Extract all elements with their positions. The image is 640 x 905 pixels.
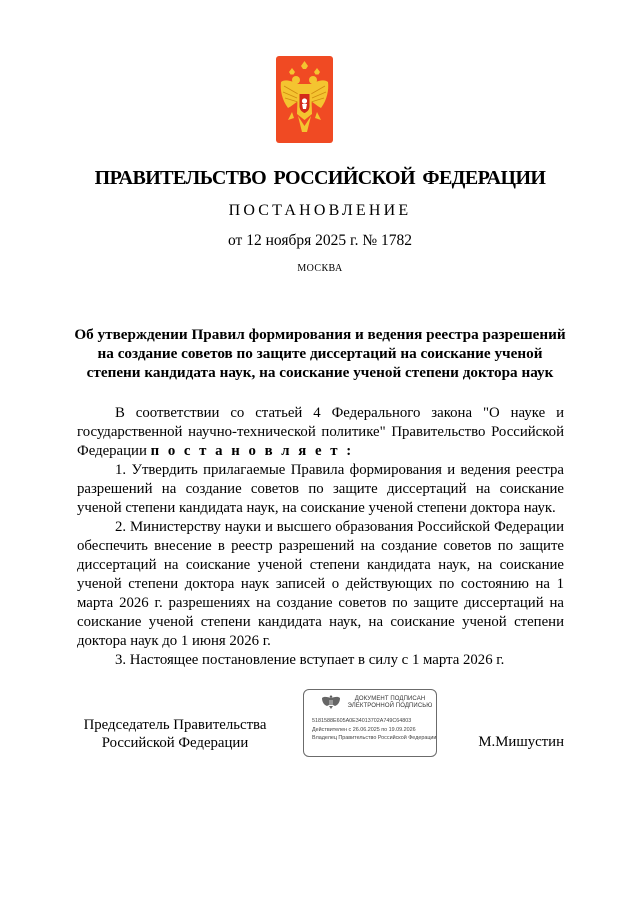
item-2-paragraph: 2. Министерству науки и высшего образования Российской Федерации обеспечить внесение в реестр разрешений на создание советов по защите диссертаций на соискание ученой степени кандидата наук, на соискание ученой степени доктора наук записей о действующих по состоянию на 1 марта 2026 г. разрешениях на создание советов по защите диссертаций на соискание ученой степени кандидата наук, на соискание ученой степени доктора наук до 1 июня 2026 г. [77, 519, 564, 649]
stamp-serial: 5181588E605A0E34013702A749C64803 [312, 718, 412, 724]
item-1-paragraph: 1. Утвердить прилагаемые Правила формирования и ведения реестра разрешений на создание советов по защите диссертаций на соискание ученой степени кандидата наук, на соискание ученой степени доктора наук. [77, 462, 564, 516]
stamp-emblem [320, 694, 342, 710]
stamp-owner: Владелец Правительство Российской Федерации [312, 735, 437, 741]
stamp-validity: Действителен с 26.06.2025 по 19.09.2026 [312, 727, 416, 733]
document-date-number: от 12 ноября 2025 г. № 1782 [228, 232, 412, 249]
city: МОСКВА [297, 263, 343, 274]
coat-of-arms-emblem [276, 56, 333, 143]
document-body [77, 404, 564, 670]
coat-of-arms-icon [320, 694, 342, 710]
signatory-position-line-2: Российской Федерации [101, 735, 249, 751]
decrees-word: п о с т а н о в л я е т : [150, 443, 354, 459]
stamp-title: ДОКУМЕНТ ПОДПИСАН ЭЛЕКТРОННОЙ ПОДПИСЬЮ [347, 696, 433, 709]
signatory-name: М.Мишустин [478, 734, 564, 750]
preamble-text: В соответствии со статьей 4 Федерального закона "О науке и государственной научно-технической политике" Правительство Российской Федерации [77, 405, 564, 459]
document-subject: Об утверждении Правил формирования и ведения реестра разрешений на создание советов по защите диссертаций на соискание ученой степени кандидата наук, на соискание ученой степени доктора наук [74, 326, 566, 381]
e-signature-stamp [303, 689, 437, 757]
government-title: ПРАВИТЕЛЬСТВО РОССИЙСКОЙ ФЕДЕРАЦИИ [94, 167, 546, 189]
signatory-position-line-1: Председатель Правительства [83, 717, 267, 733]
coat-of-arms-icon [276, 56, 333, 143]
preamble-paragraph [77, 404, 564, 461]
signatory-position [70, 716, 280, 752]
document-type: ПОСТАНОВЛЕНИЕ [228, 202, 412, 219]
item-3-paragraph: 3. Настоящее постановление вступает в силу с 1 марта 2026 г. [115, 652, 505, 668]
